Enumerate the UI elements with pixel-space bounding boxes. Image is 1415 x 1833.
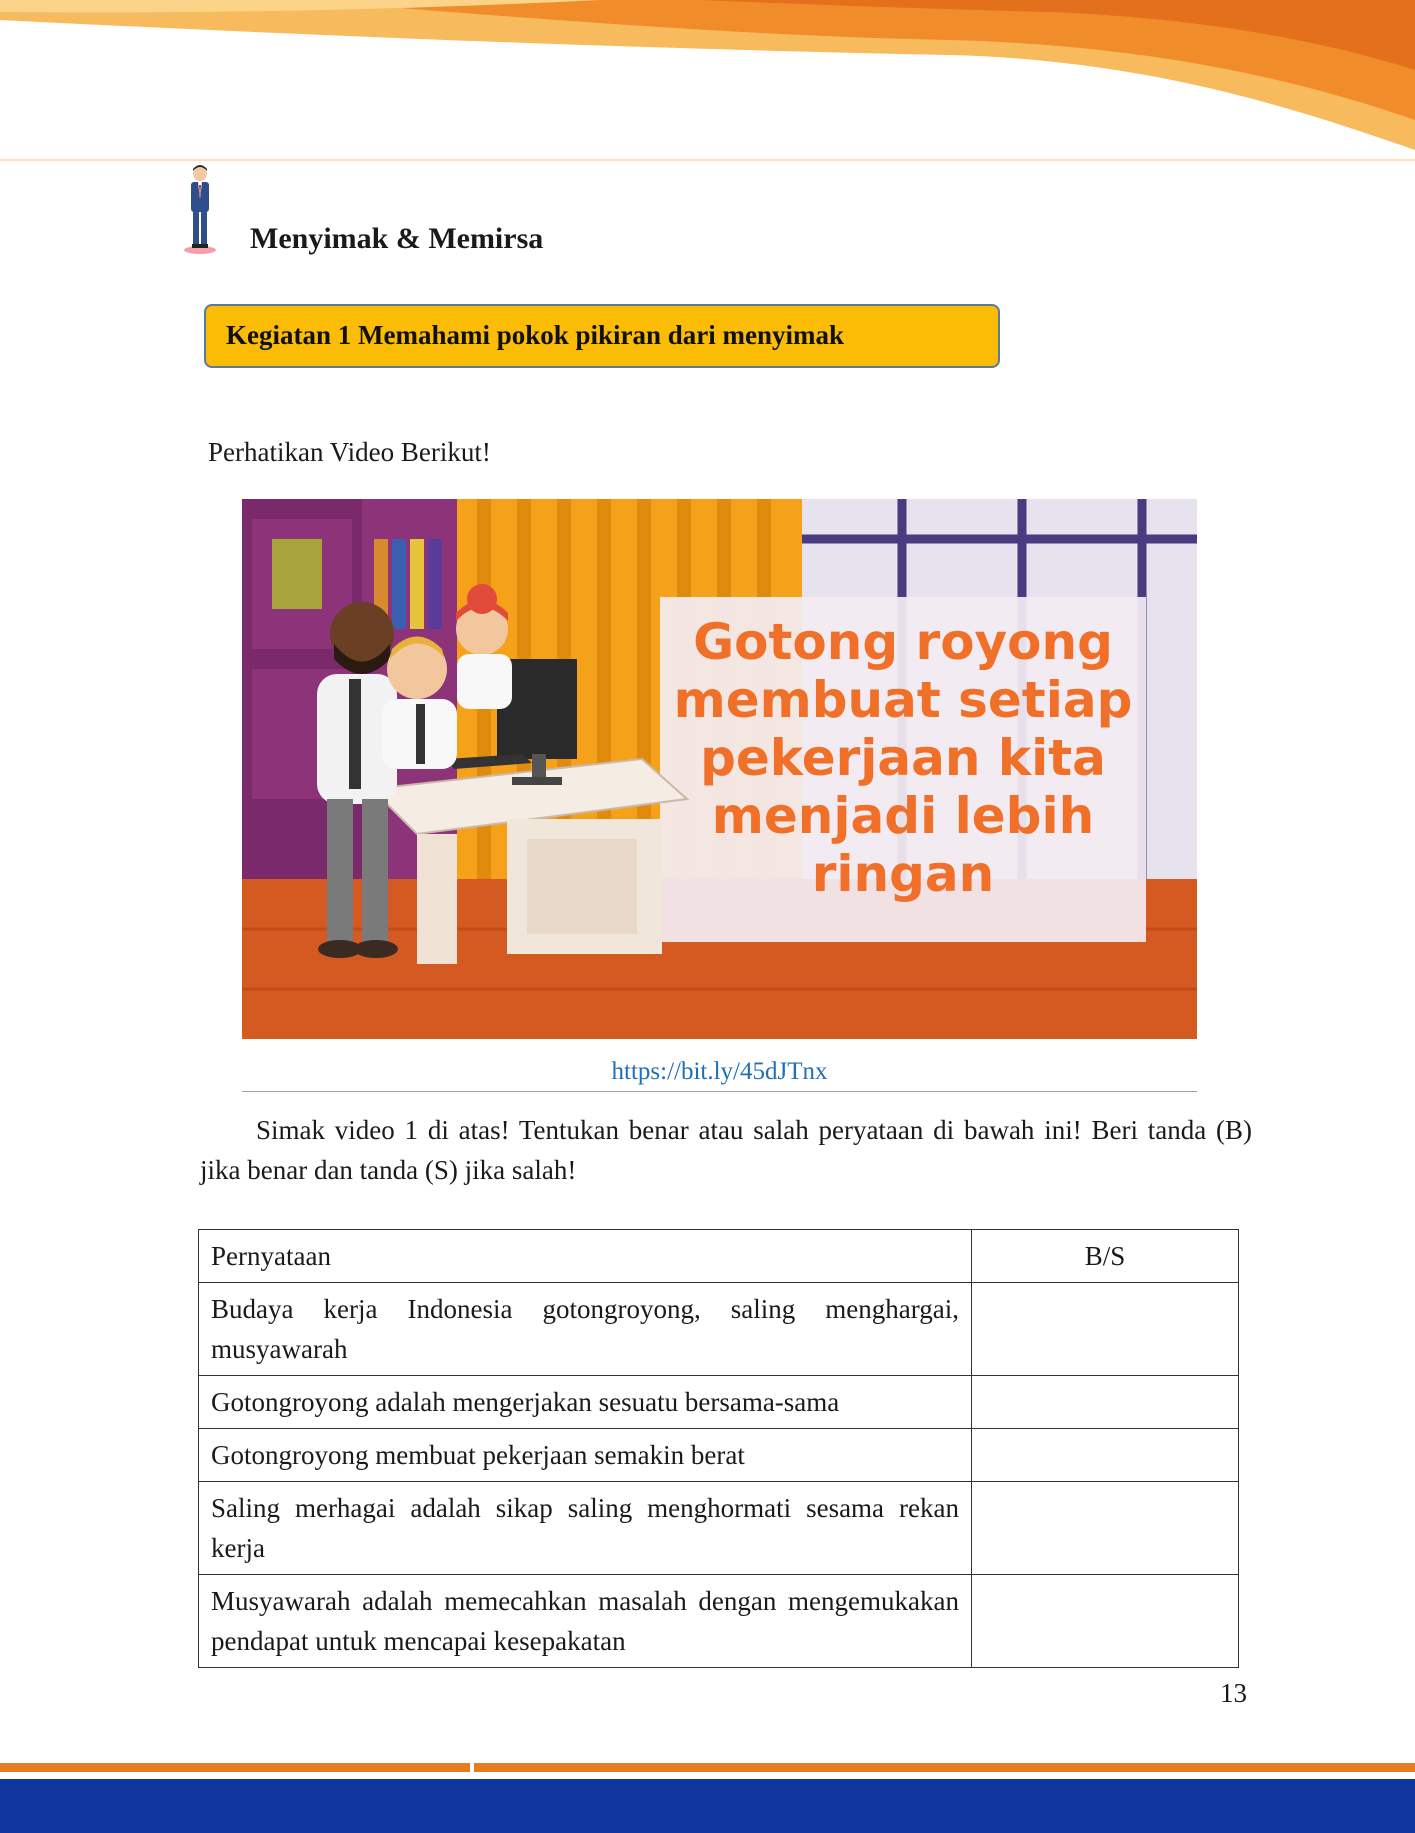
answer-cell[interactable]: [971, 1482, 1238, 1575]
activity-label: Kegiatan 1 Memahami pokok pikiran dari menyimak: [226, 320, 845, 350]
statement-cell: Budaya kerja Indonesia gotongroyong, saling menghargai, musyawarah: [199, 1283, 972, 1376]
video-caption-line: membuat setiap: [673, 671, 1133, 729]
footer-stripe-gap: [470, 1763, 474, 1772]
footer-blue-band: [0, 1779, 1415, 1833]
statement-cell: Saling merhagai adalah sikap saling menghormati sesama rekan kerja: [199, 1482, 972, 1575]
section-title: Menyimak & Memirsa: [250, 222, 544, 255]
video-caption-line: Gotong royong: [693, 613, 1113, 671]
statement-table: [198, 1229, 1239, 1668]
answer-cell[interactable]: [971, 1283, 1238, 1376]
footer-orange-stripe: [0, 1763, 1415, 1772]
video-thumbnail[interactable]: [242, 499, 1197, 1039]
answer-cell[interactable]: [971, 1376, 1238, 1429]
answer-cell[interactable]: [971, 1575, 1238, 1668]
table-header-statement: Pernyataan: [199, 1230, 972, 1283]
watch-instruction: Perhatikan Video Berikut!: [208, 437, 491, 467]
table-header-answer: B/S: [971, 1230, 1238, 1283]
table-row: [199, 1429, 1239, 1482]
video-caption-line: pekerjaan kita: [700, 729, 1106, 787]
table-row: [199, 1376, 1239, 1429]
task-instruction: Simak video 1 di atas! Tentukan benar atau salah peryataan di bawah ini! Beri tanda (B) jika benar dan tanda (S) jika salah!: [200, 1115, 1252, 1185]
answer-cell[interactable]: [971, 1429, 1238, 1482]
table-header-row: [199, 1230, 1239, 1283]
table-row: [199, 1575, 1239, 1668]
statement-cell: Gotongroyong adalah mengerjakan sesuatu bersama-sama: [199, 1376, 972, 1429]
video-thumbnail-illustration: [242, 499, 1197, 1039]
businessman-figure-icon: [178, 165, 222, 255]
table-row: [199, 1283, 1239, 1376]
activity-banner: [204, 304, 1000, 368]
statement-cell: Gotongroyong membuat pekerjaan semakin berat: [199, 1429, 972, 1482]
page-number: 13: [1220, 1678, 1247, 1708]
video-caption-line: ringan: [811, 845, 995, 903]
statement-cell: Musyawarah adalah memecahkan masalah dengan mengemukakan pendapat untuk mencapai kesepakatan: [199, 1575, 972, 1668]
video-caption-line: menjadi lebih: [711, 787, 1095, 845]
header-wave-decoration: [0, 0, 1415, 170]
divider: [242, 1091, 1197, 1092]
table-row: [199, 1482, 1239, 1575]
video-link[interactable]: https://bit.ly/45dJTnx: [611, 1058, 828, 1085]
